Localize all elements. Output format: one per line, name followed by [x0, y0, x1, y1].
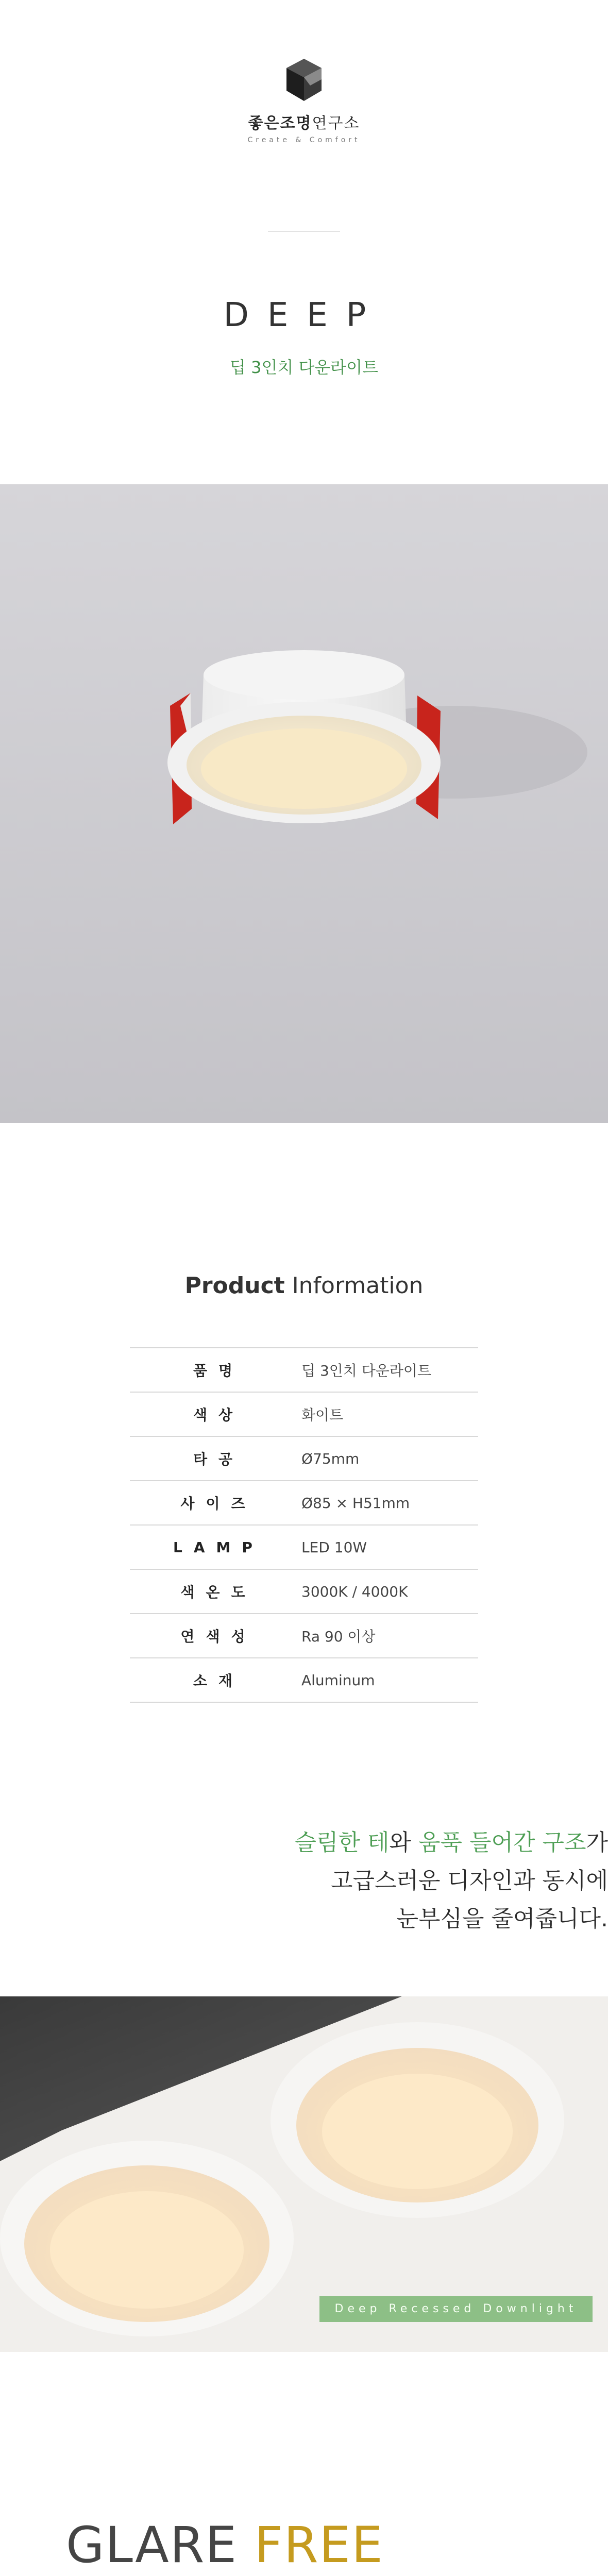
spec-row	[130, 1348, 478, 1392]
spec-row	[130, 1481, 478, 1525]
feature-line-2: 고급스러운 디자인과 동시에	[330, 1868, 608, 1894]
spec-row	[130, 1569, 478, 1614]
glare-l1b: FREE	[254, 2516, 384, 2574]
product-subtitle: 딥 3인치 다운라이트	[230, 358, 378, 377]
glare-headline	[66, 2514, 436, 2576]
feature-highlight-1: 슬림한 테	[294, 1829, 390, 1856]
brand-tagline: Create & Comfort	[247, 136, 361, 144]
brand-name	[0, 110, 608, 133]
spec-key: 색온도	[180, 1584, 257, 1601]
deep-recessed-tag: Deep Recessed Downlight	[319, 2296, 593, 2322]
feature-highlight-2: 움푹 들어간 구조	[418, 1829, 586, 1856]
hero-photo	[0, 484, 608, 1123]
spec-row	[130, 1614, 478, 1658]
info-title-bold: Product	[184, 1273, 285, 1299]
spec-key: LAMP	[173, 1538, 264, 1556]
spec-key: 색상	[193, 1406, 244, 1423]
spec-key: 소재	[193, 1672, 244, 1689]
info-title-rest: Information	[284, 1273, 424, 1299]
spec-value: 화이트	[301, 1406, 344, 1423]
spec-value: 3000K / 4000K	[301, 1583, 408, 1600]
brand-name-thin: 연구소	[312, 114, 360, 132]
spec-value: LED 10W	[301, 1538, 367, 1556]
brand-header	[0, 57, 608, 144]
spec-value: Ø85 × H51mm	[301, 1494, 410, 1512]
spec-key: 사이즈	[180, 1495, 257, 1512]
spec-value: Ø75mm	[301, 1450, 360, 1467]
spec-row	[130, 1658, 478, 1702]
spec-row	[130, 1525, 478, 1569]
spec-key: 타공	[193, 1451, 244, 1468]
feature-text	[93, 1824, 608, 1938]
feature-text-1: 와	[389, 1829, 418, 1856]
glare-l1a: GLARE	[66, 2516, 255, 2574]
spec-value: Ra 90 이상	[301, 1628, 376, 1645]
spec-value: Aluminum	[301, 1671, 375, 1689]
spec-row	[130, 1436, 478, 1481]
divider	[268, 231, 340, 232]
feature-text-2: 가	[586, 1829, 608, 1856]
downlight-photo	[0, 484, 608, 1123]
double-downlight-photo	[0, 1996, 608, 2352]
brand-name-bold: 좋은조명	[248, 114, 312, 132]
spec-key: 품명	[193, 1362, 244, 1379]
spec-key: 연색성	[180, 1628, 257, 1645]
spec-table	[130, 1347, 478, 1703]
brand-logo-icon	[283, 57, 325, 103]
feature-line-3: 눈부심을 줄여줍니다.	[396, 1906, 608, 1932]
spec-value: 딥 3인치 다운라이트	[301, 1362, 432, 1379]
info-title	[0, 1273, 608, 1299]
product-title: DEEP	[223, 296, 385, 334]
spec-row	[130, 1392, 478, 1436]
